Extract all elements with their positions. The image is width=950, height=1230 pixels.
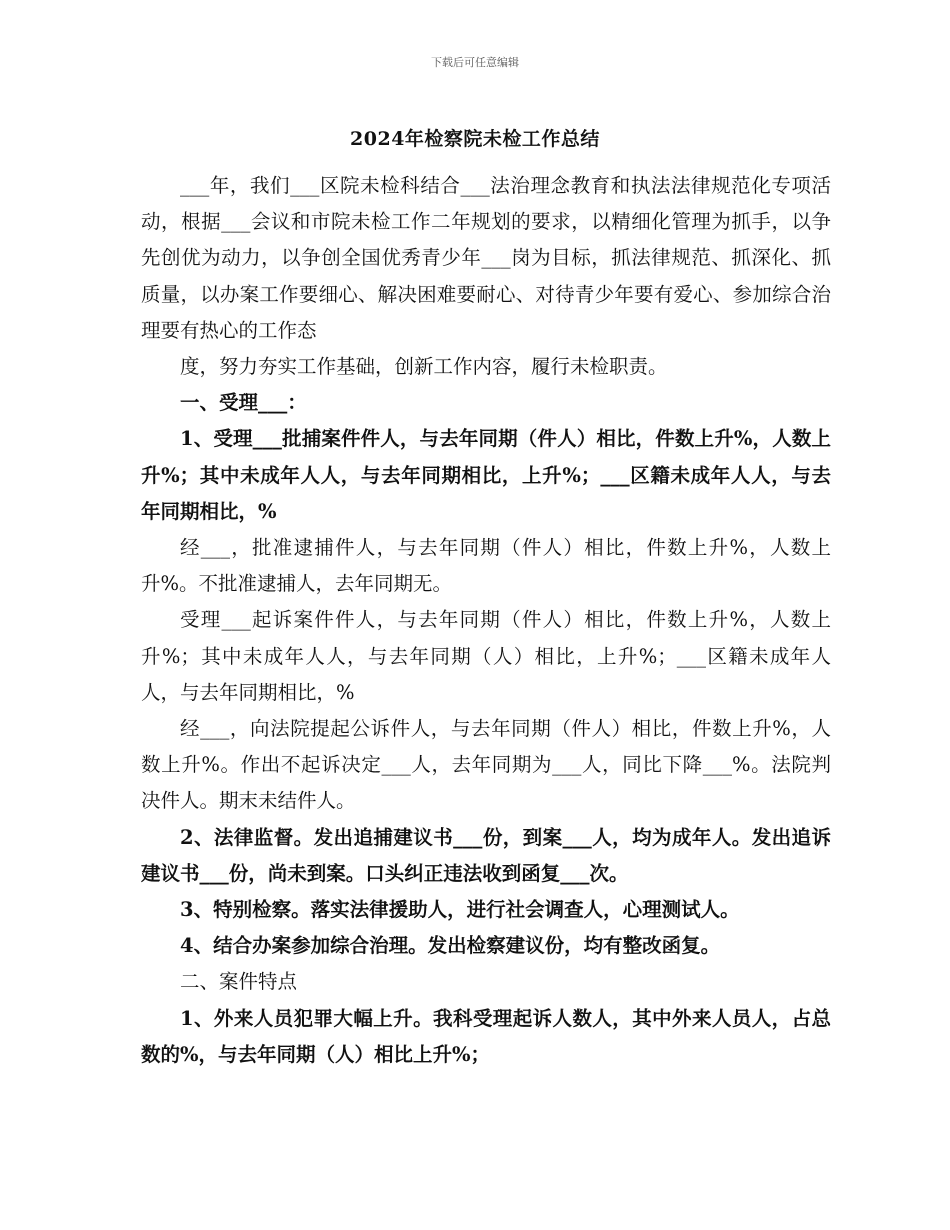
paragraph-prosecution-results: 经___，向法院提起公诉件人，与去年同期（件人）相比，件数上升%，人数上升%。作出不起诉决定___人，去年同期为___人，同比下降___%。法院判决件人。期末未结件人。	[141, 717, 831, 813]
paragraph-legal-supervision: 2、法律监督。发出追捕建议书___份，到案___人，均为成年人。发出追诉建议书___份，尚未到案。口头纠正违法收到函复___次。	[141, 825, 831, 885]
paragraph-comprehensive-governance: 4、结合办案参加综合治理。发出检察建议份，均有整改函复。	[180, 934, 721, 958]
paragraph-intro: ___年，我们___区院未检科结合___法治理念教育和执法法律规范化专项活动，根据___会议和市院未检工作二年规划的要求，以精细化管理为抓手，以争先创优为动力，以争创全国优秀青少年___岗为目标，抓法律规范、抓深化、抓质量，以办案工作要细心、解决困难要耐心、对待青少年要有爱心、参加综合治理要有热心的工作态	[141, 174, 831, 342]
header-note: 下载后可任意编辑	[431, 56, 519, 69]
paragraph-arrest-cases: 1、受理___批捕案件件人，与去年同期（件人）相比，件数上升%，人数上升%；其中未成年人人，与去年同期相比，上升%；___区籍未成年人人，与去年同期相比，%	[141, 427, 831, 523]
paragraph-outsider-crime: 1、外来人员犯罪大幅上升。我科受理起诉人数人，其中外来人员人，占总数的%，与去年同期（人）相比上升%；	[141, 1006, 831, 1066]
document-title: 2024年检察院未检工作总结	[350, 128, 600, 150]
paragraph-arrest-approval: 经___，批准逮捕件人，与去年同期（件人）相比，件数上升%，人数上升%。不批准逮捕人，去年同期无。	[141, 536, 831, 596]
section-heading-case-features: 二、案件特点	[180, 970, 298, 994]
document-body	[141, 168, 831, 1073]
paragraph-special-inspection: 3、特别检察。落实法律援助人，进行社会调查人，心理测试人。	[180, 898, 740, 922]
paragraph-intro-continued: 度，努力夯实工作基础，创新工作内容，履行未检职责。	[180, 355, 668, 379]
paragraph-prosecution-cases: 受理___起诉案件件人，与去年同期（件人）相比，件数上升%，人数上升%；其中未成年人人，与去年同期（人）相比，上升%；___区籍未成年人人，与去年同期相比，%	[141, 608, 831, 704]
section-heading-acceptance: 一、受理___：	[180, 391, 307, 415]
